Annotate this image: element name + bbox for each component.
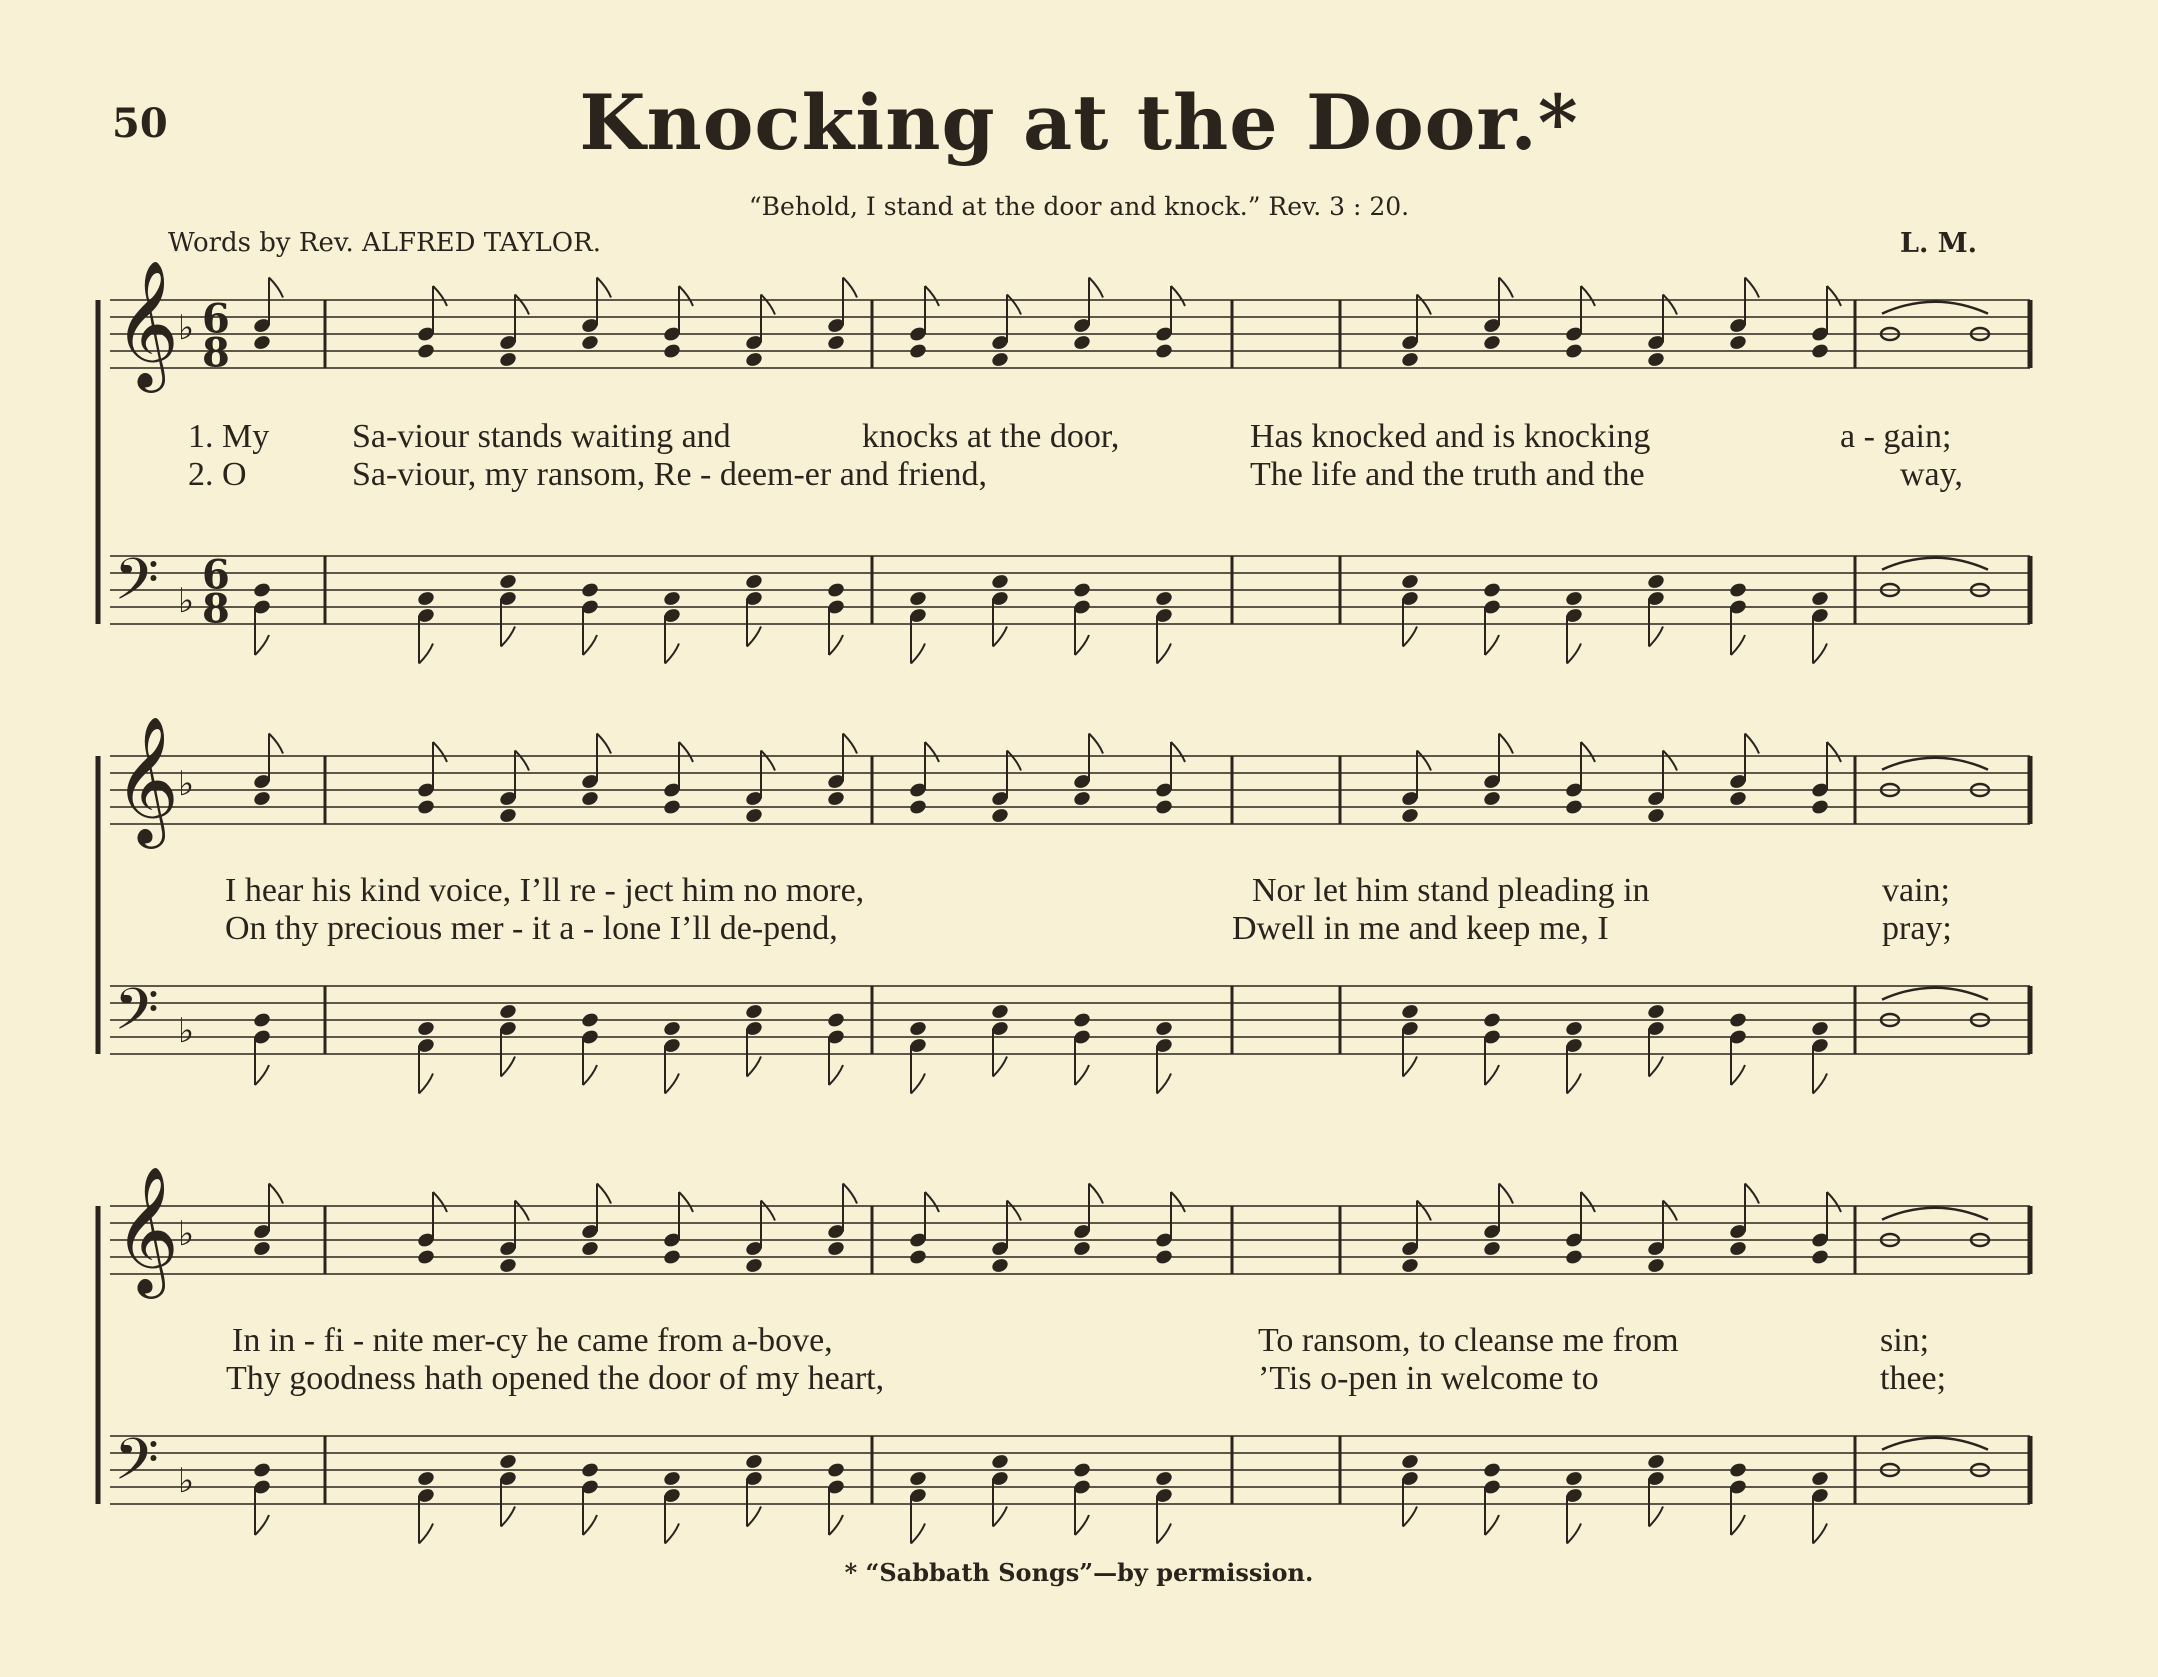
note-flag [419, 1524, 433, 1544]
page-number: 50 [112, 100, 168, 147]
note-head [1154, 1020, 1174, 1038]
note-flag [1649, 1057, 1663, 1077]
note-head [416, 1470, 436, 1488]
note-flag [911, 1074, 925, 1094]
bass-clef-icon: 𝄢 [114, 545, 160, 628]
note-head [498, 573, 518, 591]
note-head [1154, 590, 1174, 608]
note-head [1072, 790, 1092, 808]
lyric-s1-v2-b: Sa-viour, my ransom, Re - deem-er and friend, [352, 456, 987, 493]
note-flag [679, 742, 693, 762]
note-flag [1827, 286, 1841, 306]
note-flag [679, 286, 693, 306]
note-head [498, 807, 518, 825]
note-flag [993, 1507, 1007, 1527]
treble-clef-icon: 𝄞 [114, 715, 180, 844]
note-head [1646, 1003, 1666, 1021]
note-head [1482, 790, 1502, 808]
note-flag [1567, 1524, 1581, 1544]
note-flag [269, 278, 283, 298]
note-head [580, 581, 600, 599]
note-flag [1813, 1524, 1827, 1544]
lyric-s1-v2-a: 2. O [188, 456, 247, 493]
note-head [1564, 1020, 1584, 1038]
note-head [908, 590, 928, 608]
flat-sign-icon: ♭ [178, 1214, 195, 1255]
flat-sign-icon: ♭ [178, 581, 195, 622]
note-flag [761, 295, 775, 315]
note-head [1154, 1248, 1174, 1266]
note-flag [1499, 278, 1513, 298]
note-flag [1417, 751, 1431, 771]
words-credit: Words by Rev. ALFRED TAYLOR. [168, 228, 601, 258]
note-head [908, 1470, 928, 1488]
note-flag [829, 1065, 843, 1085]
note-head [662, 590, 682, 608]
note-head [1400, 807, 1420, 825]
note-flag [1567, 644, 1581, 664]
note-flag [911, 1524, 925, 1544]
note-head [1482, 1461, 1502, 1479]
note-flag [1581, 286, 1595, 306]
note-head [416, 1020, 436, 1038]
note-head [1564, 798, 1584, 816]
lyric-s1-v1-d: Has knocked and is knocking [1250, 418, 1651, 455]
note-head [580, 334, 600, 352]
time-sig-top: 6 [202, 551, 230, 599]
note-flag [993, 627, 1007, 647]
note-flag [1485, 1515, 1499, 1535]
note-head [252, 1011, 272, 1029]
lyric-s3-v2-b: ’Tis o-pen in welcome to [1258, 1360, 1599, 1397]
note-flag [1089, 1184, 1103, 1204]
note-head [1400, 573, 1420, 591]
note-head [744, 807, 764, 825]
lyric-s2-v1-c: vain; [1882, 872, 1950, 909]
note-head [826, 581, 846, 599]
note-flag [1663, 295, 1677, 315]
note-head [908, 1020, 928, 1038]
lyric-s3-v1-a: In in - fi - nite mer-cy he came from a-bove, [232, 1322, 833, 1359]
note-head [1564, 1470, 1584, 1488]
note-flag [1745, 734, 1759, 754]
note-flag [1417, 295, 1431, 315]
note-flag [1731, 1065, 1745, 1085]
note-flag [1581, 742, 1595, 762]
lyric-s2-v2-c: pray; [1882, 910, 1952, 947]
note-head [826, 1461, 846, 1479]
note-flag [255, 1515, 269, 1535]
note-head [744, 1257, 764, 1275]
note-flag [843, 734, 857, 754]
scripture-epigraph: “Behold, I stand at the door and knock.” Rev. 3 : 20. [748, 192, 1410, 221]
note-head [1400, 351, 1420, 369]
note-head [416, 342, 436, 360]
note-flag [925, 742, 939, 762]
note-head [1810, 798, 1830, 816]
note-head [1154, 798, 1174, 816]
note-flag [1813, 644, 1827, 664]
note-head [1810, 1248, 1830, 1266]
note-head [744, 573, 764, 591]
note-head [1154, 342, 1174, 360]
note-flag [747, 1507, 761, 1527]
note-head [1646, 1453, 1666, 1471]
note-head [1564, 1248, 1584, 1266]
note-head [498, 1257, 518, 1275]
note-flag [747, 627, 761, 647]
note-head [744, 351, 764, 369]
note-head [1400, 1453, 1420, 1471]
note-flag [1089, 278, 1103, 298]
lyric-s3-v2-a: Thy goodness hath opened the door of my heart, [226, 1360, 885, 1397]
note-head [1728, 581, 1748, 599]
note-flag [1649, 1507, 1663, 1527]
note-flag [1567, 1074, 1581, 1094]
note-head [662, 1248, 682, 1266]
time-sig-top: 6 [202, 295, 230, 343]
note-flag [1581, 1192, 1595, 1212]
note-head [1400, 1257, 1420, 1275]
note-flag [515, 751, 529, 771]
note-head [1072, 1240, 1092, 1258]
flat-sign-icon: ♭ [178, 1011, 195, 1052]
tie [1882, 1438, 1988, 1450]
note-flag [1827, 742, 1841, 762]
note-head [1646, 351, 1666, 369]
note-head [252, 1240, 272, 1258]
note-flag [1485, 635, 1499, 655]
note-head [1646, 1257, 1666, 1275]
note-flag [501, 1057, 515, 1077]
note-head [1728, 790, 1748, 808]
note-head [908, 1248, 928, 1266]
note-flag [1075, 1515, 1089, 1535]
tie [1882, 302, 1988, 314]
note-head [1564, 590, 1584, 608]
note-head [662, 1020, 682, 1038]
note-flag [515, 295, 529, 315]
note-flag [515, 1201, 529, 1221]
note-flag [679, 1192, 693, 1212]
note-flag [665, 1074, 679, 1094]
note-flag [1157, 644, 1171, 664]
note-head [1072, 1461, 1092, 1479]
note-head [826, 334, 846, 352]
note-flag [433, 1192, 447, 1212]
note-head [1728, 1011, 1748, 1029]
note-head [1072, 334, 1092, 352]
note-head [498, 1453, 518, 1471]
lyric-s2-v1-b: Nor let him stand pleading in [1252, 872, 1650, 909]
note-flag [1157, 1524, 1171, 1544]
note-head [990, 1453, 1010, 1471]
lyric-s1-v2-c: The life and the truth and the [1250, 456, 1645, 493]
note-flag [433, 286, 447, 306]
lyric-s1-v1-e: a - gain; [1840, 418, 1952, 455]
note-head [1482, 1011, 1502, 1029]
note-head [1810, 1470, 1830, 1488]
note-head [662, 798, 682, 816]
bass-clef-icon: 𝄢 [114, 1425, 160, 1508]
note-flag [1007, 295, 1021, 315]
note-flag [1089, 734, 1103, 754]
note-flag [1745, 1184, 1759, 1204]
note-flag [665, 644, 679, 664]
note-flag [1007, 751, 1021, 771]
note-head [826, 1011, 846, 1029]
meter-label: L. M. [1900, 228, 1978, 259]
note-head [990, 807, 1010, 825]
note-flag [583, 1515, 597, 1535]
note-head [662, 1470, 682, 1488]
note-head [1646, 573, 1666, 591]
note-flag [1649, 627, 1663, 647]
note-head [826, 1240, 846, 1258]
note-head [1728, 1240, 1748, 1258]
note-head [580, 1011, 600, 1029]
note-head [416, 798, 436, 816]
note-flag [255, 1065, 269, 1085]
note-flag [583, 635, 597, 655]
note-flag [1499, 734, 1513, 754]
note-head [744, 1003, 764, 1021]
note-head [1482, 334, 1502, 352]
note-flag [597, 1184, 611, 1204]
note-flag [583, 1065, 597, 1085]
note-flag [501, 1507, 515, 1527]
note-flag [747, 1057, 761, 1077]
note-flag [1731, 635, 1745, 655]
note-flag [1171, 286, 1185, 306]
note-head [580, 790, 600, 808]
note-head [252, 790, 272, 808]
note-head [1728, 1461, 1748, 1479]
note-head [1072, 1011, 1092, 1029]
note-flag [1075, 1065, 1089, 1085]
lyric-s2-v1-a: I hear his kind voice, I’ll re - ject him no more, [225, 872, 865, 909]
note-head [1072, 581, 1092, 599]
note-flag [1403, 1507, 1417, 1527]
note-flag [597, 278, 611, 298]
note-head [580, 1240, 600, 1258]
note-flag [419, 644, 433, 664]
lyric-s3-v1-c: sin; [1880, 1322, 1930, 1359]
treble-clef-icon: 𝄞 [114, 1165, 180, 1294]
note-flag [1731, 1515, 1745, 1535]
note-flag [501, 627, 515, 647]
note-flag [597, 734, 611, 754]
tie [1882, 1208, 1988, 1220]
tie [1882, 758, 1988, 770]
note-flag [1007, 1201, 1021, 1221]
note-flag [1417, 1201, 1431, 1221]
note-flag [419, 1074, 433, 1094]
note-flag [1171, 742, 1185, 762]
note-flag [925, 286, 939, 306]
note-flag [1745, 278, 1759, 298]
lyric-s2-v2-b: Dwell in me and keep me, I [1232, 910, 1609, 947]
note-head [990, 1003, 1010, 1021]
note-head [826, 790, 846, 808]
note-flag [255, 635, 269, 655]
time-sig-bottom: 8 [202, 329, 230, 377]
note-flag [1663, 1201, 1677, 1221]
bass-clef-icon: 𝄢 [114, 975, 160, 1058]
note-head [1564, 342, 1584, 360]
lyric-s1-v1-b: Sa-viour stands waiting and [352, 418, 731, 455]
note-head [1810, 590, 1830, 608]
note-head [416, 1248, 436, 1266]
note-flag [269, 1184, 283, 1204]
note-flag [1813, 1074, 1827, 1094]
note-head [908, 342, 928, 360]
note-flag [829, 635, 843, 655]
footnote: * “Sabbath Songs”—by permission. [844, 1558, 1314, 1587]
note-flag [1403, 1057, 1417, 1077]
note-head [744, 1453, 764, 1471]
note-head [498, 351, 518, 369]
treble-clef-icon: 𝄞 [114, 259, 180, 388]
note-head [1810, 1020, 1830, 1038]
note-flag [1075, 635, 1089, 655]
lyric-s1-v1-a: 1. My [188, 418, 270, 455]
note-flag [1485, 1065, 1499, 1085]
note-head [990, 573, 1010, 591]
tie [1882, 558, 1988, 570]
tie [1882, 988, 1988, 1000]
note-head [1646, 807, 1666, 825]
lyric-s3-v1-b: To ransom, to cleanse me from [1258, 1322, 1679, 1359]
flat-sign-icon: ♭ [178, 1461, 195, 1502]
note-flag [761, 1201, 775, 1221]
note-flag [1171, 1192, 1185, 1212]
hymn-title: Knocking at the Door.* [579, 78, 1579, 167]
note-head [1810, 342, 1830, 360]
note-flag [829, 1515, 843, 1535]
lyric-s1-v1-c: knocks at the door, [862, 418, 1120, 455]
note-flag [1157, 1074, 1171, 1094]
note-flag [269, 734, 283, 754]
note-head [1728, 334, 1748, 352]
time-sig-bottom: 8 [202, 585, 230, 633]
note-head [580, 1461, 600, 1479]
note-head [252, 334, 272, 352]
note-flag [761, 751, 775, 771]
note-flag [1403, 627, 1417, 647]
flat-sign-icon: ♭ [178, 308, 195, 349]
note-flag [993, 1057, 1007, 1077]
note-head [252, 1461, 272, 1479]
note-head [1400, 1003, 1420, 1021]
note-flag [1827, 1192, 1841, 1212]
note-head [498, 1003, 518, 1021]
note-flag [1663, 751, 1677, 771]
note-head [1482, 581, 1502, 599]
note-head [416, 590, 436, 608]
note-flag [1499, 1184, 1513, 1204]
note-flag [843, 1184, 857, 1204]
note-flag [911, 644, 925, 664]
note-head [908, 798, 928, 816]
flat-sign-icon: ♭ [178, 764, 195, 805]
note-head [662, 342, 682, 360]
note-flag [925, 1192, 939, 1212]
note-head [252, 581, 272, 599]
note-head [1482, 1240, 1502, 1258]
lyric-s3-v2-c: thee; [1880, 1360, 1947, 1397]
note-flag [843, 278, 857, 298]
lyric-s1-v2-d: way, [1900, 456, 1963, 493]
note-flag [433, 742, 447, 762]
note-head [990, 1257, 1010, 1275]
note-head [990, 351, 1010, 369]
note-flag [665, 1524, 679, 1544]
lyric-s2-v2-a: On thy precious mer - it a - lone I’ll de-pend, [225, 910, 838, 947]
note-head [1154, 1470, 1174, 1488]
